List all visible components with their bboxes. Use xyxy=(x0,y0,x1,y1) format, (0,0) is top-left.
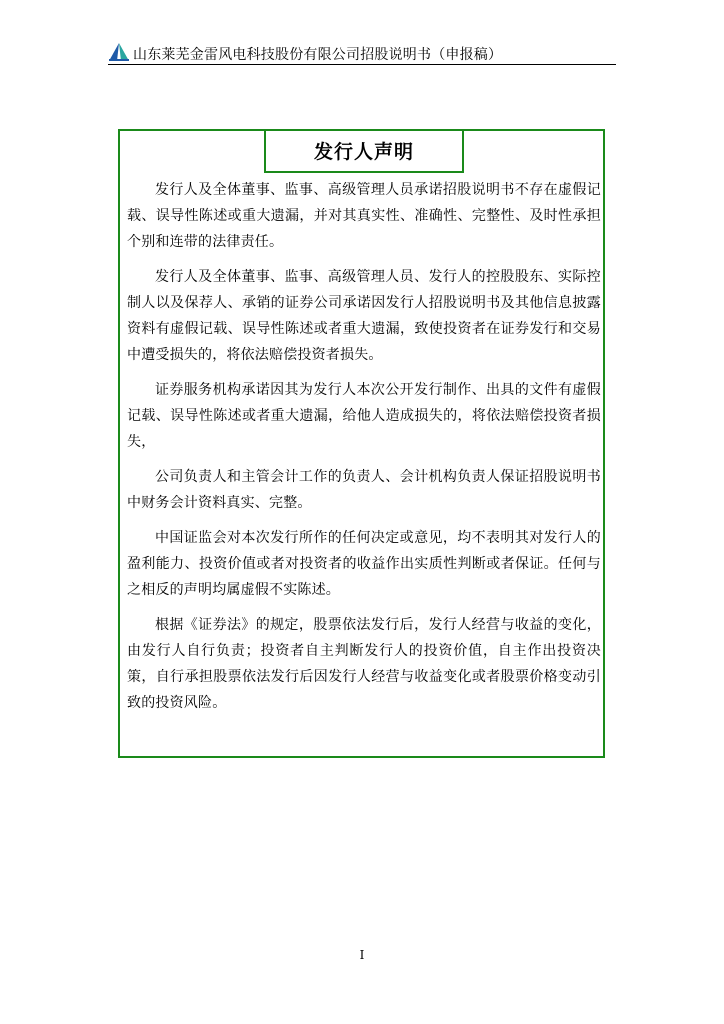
document-header-title: 山东莱芜金雷风电科技股份有限公司招股说明书（申报稿） xyxy=(133,47,503,63)
section-title: 发行人声明 xyxy=(313,140,414,163)
paragraph: 根据《证券法》的规定，股票依法发行后，发行人经营与收益的变化，由发行人自行负责；投资者自主判断发行人的投资价值，自主作出投资决策，自行承担股票依法发行后因发行人经营与收益变化或者股票价格变动引致的投资风险。 xyxy=(127,617,601,711)
page-header xyxy=(108,42,616,65)
paragraph: 公司负责人和主管会计工作的负责人、会计机构负责人保证招股说明书中财务会计资料真实、完整。 xyxy=(127,469,601,511)
section-title-box xyxy=(264,129,464,173)
paragraph: 发行人及全体董事、监事、高级管理人员承诺招股说明书不存在虚假记载、误导性陈述或重大遗漏，并对其真实性、准确性、完整性、及时性承担个别和连带的法律责任。 xyxy=(127,182,601,250)
company-logo-icon xyxy=(108,42,130,62)
page-number: I xyxy=(359,948,365,962)
paragraph: 证券服务机构承诺因其为发行人本次公开发行制作、出具的文件有虚假记载、误导性陈述或者重大遗漏，给他人造成损失的，将依法赔偿投资者损失， xyxy=(127,382,601,450)
paragraph: 中国证监会对本次发行所作的任何决定或意见，均不表明其对发行人的盈利能力、投资价值或者对投资者的收益作出实质性判断或者保证。任何与之相反的声明均属虚假不实陈述。 xyxy=(127,530,601,598)
declaration-body xyxy=(127,177,601,725)
paragraph: 发行人及全体董事、监事、高级管理人员、发行人的控股股东、实际控制人以及保荐人、承销的证券公司承诺因发行人招股说明书及其他信息披露资料有虚假记载、误导性陈述或者重大遗漏，致使投资者在证券发行和交易中遭受损失的，将依法赔偿投资者损失。 xyxy=(127,269,601,363)
